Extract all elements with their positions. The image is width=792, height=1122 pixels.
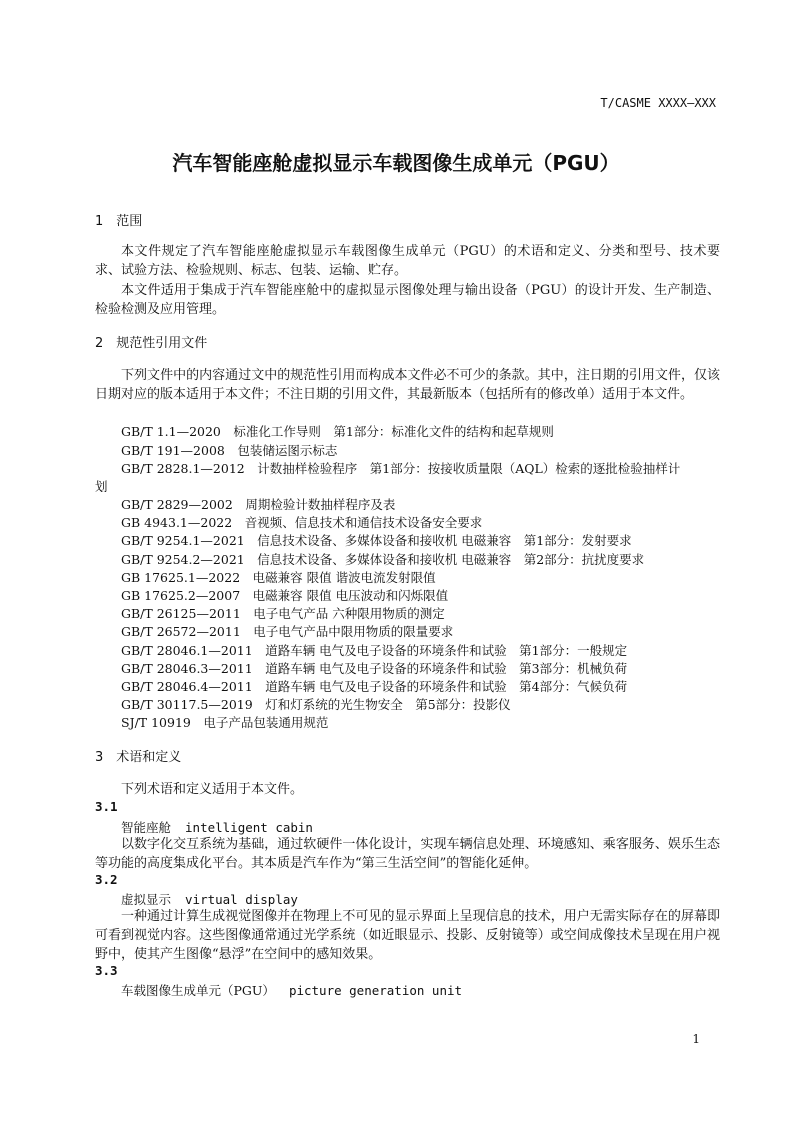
reference-item-continuation: 划	[95, 479, 108, 494]
term-number: 3.3	[95, 963, 118, 978]
section-3-intro: 下列术语和定义适用于本文件。	[121, 782, 304, 797]
term-name-en: virtual display	[185, 892, 298, 907]
reference-item: SJ/T 10919 电子产品包装通用规范	[121, 715, 329, 730]
reference-item: GB/T 26125—2011 电子电气产品 六种限用物质的测定	[121, 606, 445, 621]
term-name-zh: 智能座舱	[121, 820, 172, 835]
term-name	[121, 818, 313, 836]
term-definition: 以数字化交互系统为基础，通过软硬件一体化设计，实现车辆信息处理、环境感知、乘客服务、娱乐生态等功能的高度集成化平台。其本质是汽车作为“第三生活空间”的智能化延伸。	[95, 837, 720, 871]
reference-item: GB/T 30117.5—2019 灯和灯系统的光生物安全 第5部分：投影仪	[121, 697, 511, 712]
page-number: 1	[692, 1032, 700, 1046]
section-1-paragraph: 本文件适用于集成于汽车智能座舱中的虚拟显示图像处理与输出设备（PGU）的设计开发、生产制造、检验检测及应用管理。	[95, 283, 720, 317]
reference-item: GB/T 28046.3—2011 道路车辆 电气及电子设备的环境条件和试验 第3部分：机械负荷	[121, 661, 628, 676]
section-1-paragraph: 本文件规定了汽车智能座舱虚拟显示车载图像生成单元（PGU）的术语和定义、分类和型号、技术要求、试验方法、检验规则、标志、包装、运输、贮存。	[95, 244, 720, 278]
reference-item: GB/T 2829—2002 周期检验计数抽样程序及表	[121, 497, 396, 512]
reference-item: GB/T 2828.1—2012 计数抽样检验程序 第1部分：按接收质量限（AQL）检索的逐批检验抽样计	[121, 461, 681, 476]
term-number: 3.2	[95, 872, 118, 887]
term-name-zh: 车载图像生成单元（PGU）	[121, 983, 275, 998]
document-title: 汽车智能座舱虚拟显示车载图像生成单元（PGU）	[172, 151, 620, 175]
section-2-intro: 下列文件中的内容通过文中的规范性引用而构成本文件必不可少的条款。其中，注日期的引用文件，仅该日期对应的版本适用于本文件；不注日期的引用文件，其最新版本（包括所有的修改单）适用于本文件。	[95, 368, 720, 402]
term-definition: 一种通过计算生成视觉图像并在物理上不可见的显示界面上呈现信息的技术，用户无需实际存在的屏幕即可看到视觉内容。这些图像通常通过光学系统（如近眼显示、投影、反射镜等）或空间成像技术呈现在用户视野中，使其产生图像“悬浮”在空间中的感知效果。	[95, 909, 720, 962]
reference-item: GB/T 26572—2011 电子电气产品中限用物质的限量要求	[121, 624, 454, 639]
term-name-en: picture generation unit	[288, 983, 463, 998]
term-name-en: intelligent cabin	[185, 820, 313, 835]
reference-item: GB 4943.1—2022 音视频、信息技术和通信技术设备安全要求	[121, 515, 483, 530]
term-name	[121, 981, 462, 999]
document-code: T/CASME XXXX—XXX	[600, 96, 716, 110]
term-number: 3.1	[95, 799, 118, 814]
reference-item: GB 17625.2—2007 电磁兼容 限值 电压波动和闪烁限值	[121, 588, 449, 603]
reference-item: GB/T 191—2008 包装储运图示标志	[121, 443, 338, 458]
section-3-heading: 3 术语和定义	[95, 750, 182, 765]
reference-item: GB/T 28046.1—2011 道路车辆 电气及电子设备的环境条件和试验 第1部分：一般规定	[121, 643, 628, 658]
reference-item: GB/T 9254.2—2021 信息技术设备、多媒体设备和接收机 电磁兼容 第2部分：抗扰度要求	[121, 552, 645, 567]
section-2-heading: 2 规范性引用文件	[95, 336, 208, 351]
reference-item: GB/T 1.1—2020 标准化工作导则 第1部分：标准化文件的结构和起草规则	[121, 424, 554, 439]
reference-item: GB 17625.1—2022 电磁兼容 限值 谐波电流发射限值	[121, 570, 436, 585]
term-name-zh: 虚拟显示	[121, 892, 172, 907]
reference-item: GB/T 28046.4—2011 道路车辆 电气及电子设备的环境条件和试验 第4部分：气候负荷	[121, 679, 628, 694]
term-name	[121, 890, 298, 908]
section-1-heading: 1 范围	[95, 214, 143, 229]
reference-item: GB/T 9254.1—2021 信息技术设备、多媒体设备和接收机 电磁兼容 第1部分：发射要求	[121, 533, 632, 548]
